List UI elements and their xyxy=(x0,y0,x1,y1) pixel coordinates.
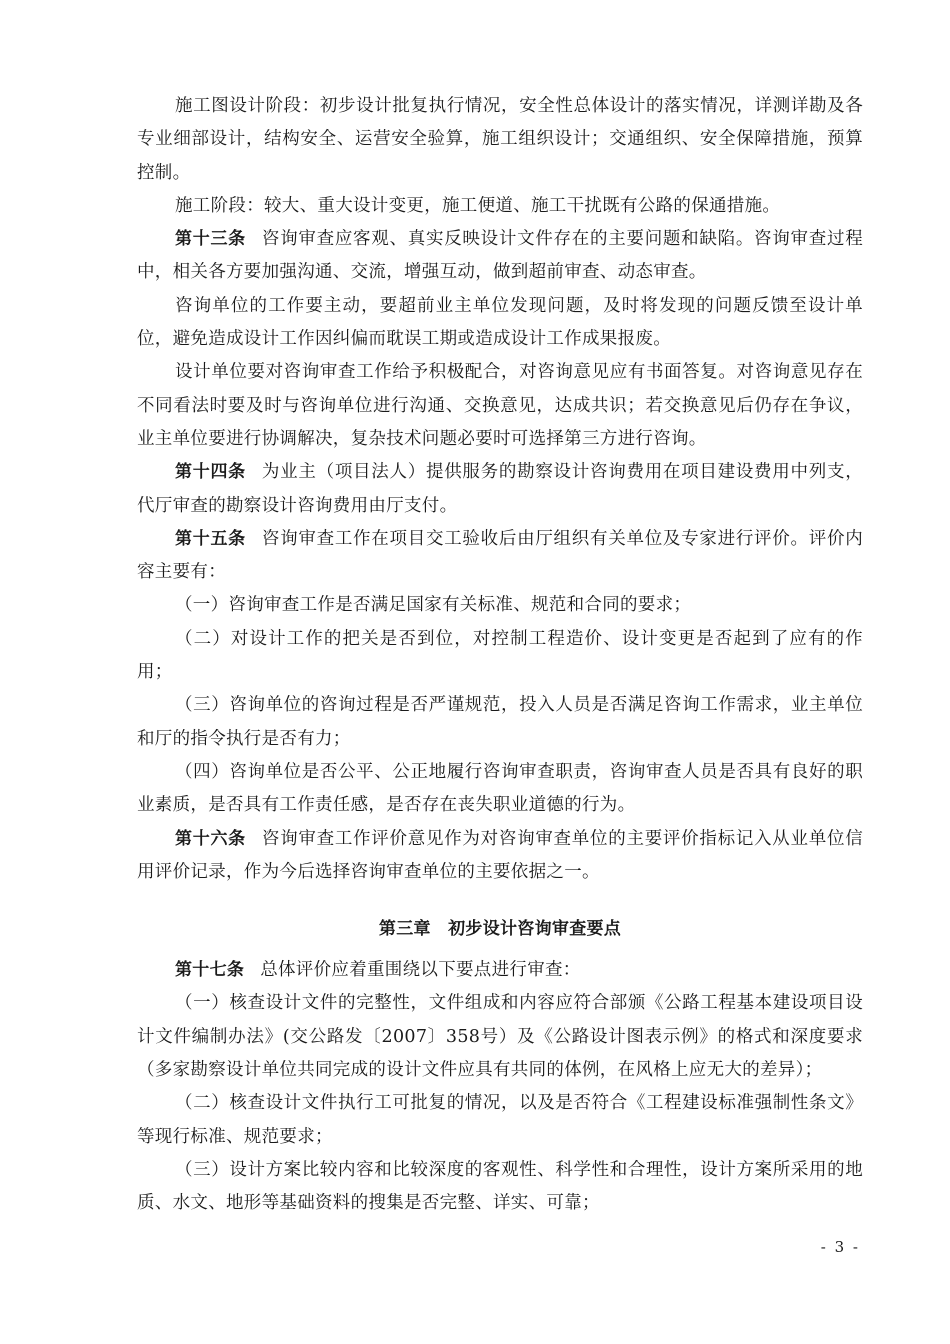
article-paragraph xyxy=(137,456,863,523)
paragraph-text: 总体评价应着重围绕以下要点进行审查： xyxy=(260,960,581,981)
paragraph-text: （四）咨询单位是否公平、公正地履行咨询审查职责，咨询审查人员是否具有良好的职业素质，是否具有工作责任感，是否存在丧失职业道德的行为。 xyxy=(137,761,863,816)
article-paragraph xyxy=(137,223,863,290)
paragraph xyxy=(137,356,863,456)
paragraph-text: 咨询审查工作评价意见作为对咨询审查单位的主要评价指标记入从业单位信用评价记录，作为今后选择咨询审查单位的主要依据之一。 xyxy=(137,828,863,882)
article-paragraph xyxy=(137,954,863,987)
paragraph xyxy=(137,689,863,756)
paragraph xyxy=(137,1087,863,1154)
paragraph-text: 施工阶段：较大、重大设计变更，施工便道、施工干扰既有公路的保通措施。 xyxy=(175,195,781,216)
article-label: 第十三条 xyxy=(175,229,246,250)
section-part1 xyxy=(137,90,863,889)
paragraph-text: 设计单位要对咨询审查工作给予积极配合，对咨询意见应有书面答复。对咨询意见存在不同看法时要及时与咨询单位进行沟通、交换意见，达成共识；若交换意见后仍存在争议，业主单位要进行协调解决，复杂技术问题必要时可选择第三方进行咨询。 xyxy=(137,362,863,449)
article-label: 第十四条 xyxy=(175,462,246,483)
paragraph-text: （二）核查设计文件执行工可批复的情况，以及是否符合《工程建设标准强制性条文》等现行标准、规范要求； xyxy=(137,1093,863,1147)
page-number: - 3 - xyxy=(820,1238,860,1256)
section-part2 xyxy=(137,954,863,1220)
paragraph-text: 施工图设计阶段：初步设计批复执行情况，安全性总体设计的落实情况，详测详勘及各专业细部设计，结构安全、运营安全验算，施工组织设计；交通组织、安全保障措施，预算控制。 xyxy=(137,96,863,183)
paragraph xyxy=(137,1154,863,1221)
paragraph-text: 咨询审查工作在项目交工验收后由厅组织有关单位及专家进行评价。评价内容主要有： xyxy=(137,528,863,583)
paragraph xyxy=(137,290,863,357)
document-body xyxy=(137,90,863,1221)
paragraph xyxy=(137,756,863,823)
paragraph-text: 为业主（项目法人）提供服务的勘察设计咨询费用在项目建设费用中列支，代厅审查的勘察设计咨询费用由厅支付。 xyxy=(137,462,863,516)
paragraph xyxy=(137,589,863,622)
paragraph-text: （一）核查设计文件的完整性，文件组成和内容应符合部颁《公路工程基本建设项目设计文件编制办法》(交公路发〔2007〕358号）及《公路设计图表示例》的格式和深度要求（多家勘察设计单位共同完成的设计文件应具有共同的体例，在风格上应无大的差异）； xyxy=(137,993,863,1081)
chapter-title: 第三章 初步设计咨询审查要点 xyxy=(378,919,622,940)
paragraph xyxy=(137,623,863,690)
paragraph-text: （三）设计方案比较内容和比较深度的客观性、科学性和合理性，设计方案所采用的地质、水文、地形等基础资料的搜集是否完整、详实、可靠； xyxy=(137,1159,863,1214)
article-paragraph xyxy=(137,823,863,890)
paragraph-text: （三）咨询单位的咨询过程是否严谨规范，投入人员是否满足咨询工作需求，业主单位和厅的指令执行是否有力； xyxy=(137,695,863,749)
paragraph-text: 咨询审查应客观、真实反映设计文件存在的主要问题和缺陷。咨询审查过程中，相关各方要加强沟通、交流，增强互动，做到超前审查、动态审查。 xyxy=(137,229,863,283)
paragraph-text: 咨询单位的工作要主动，要超前业主单位发现问题，及时将发现的问题反馈至设计单位，避免造成设计工作因纠偏而耽误工期或造成设计工作成果报废。 xyxy=(137,295,863,350)
article-label: 第十七条 xyxy=(175,960,245,981)
paragraph-text: （一）咨询审查工作是否满足国家有关标准、规范和合同的要求； xyxy=(175,595,692,616)
paragraph xyxy=(137,190,863,223)
paragraph xyxy=(137,987,863,1087)
paragraph-text: （二）对设计工作的把关是否到位，对控制工程造价、设计变更是否起到了应有的作用； xyxy=(137,628,863,683)
article-label: 第十五条 xyxy=(175,528,246,549)
article-label: 第十六条 xyxy=(175,828,246,849)
paragraph xyxy=(137,90,863,190)
article-paragraph xyxy=(137,523,863,590)
